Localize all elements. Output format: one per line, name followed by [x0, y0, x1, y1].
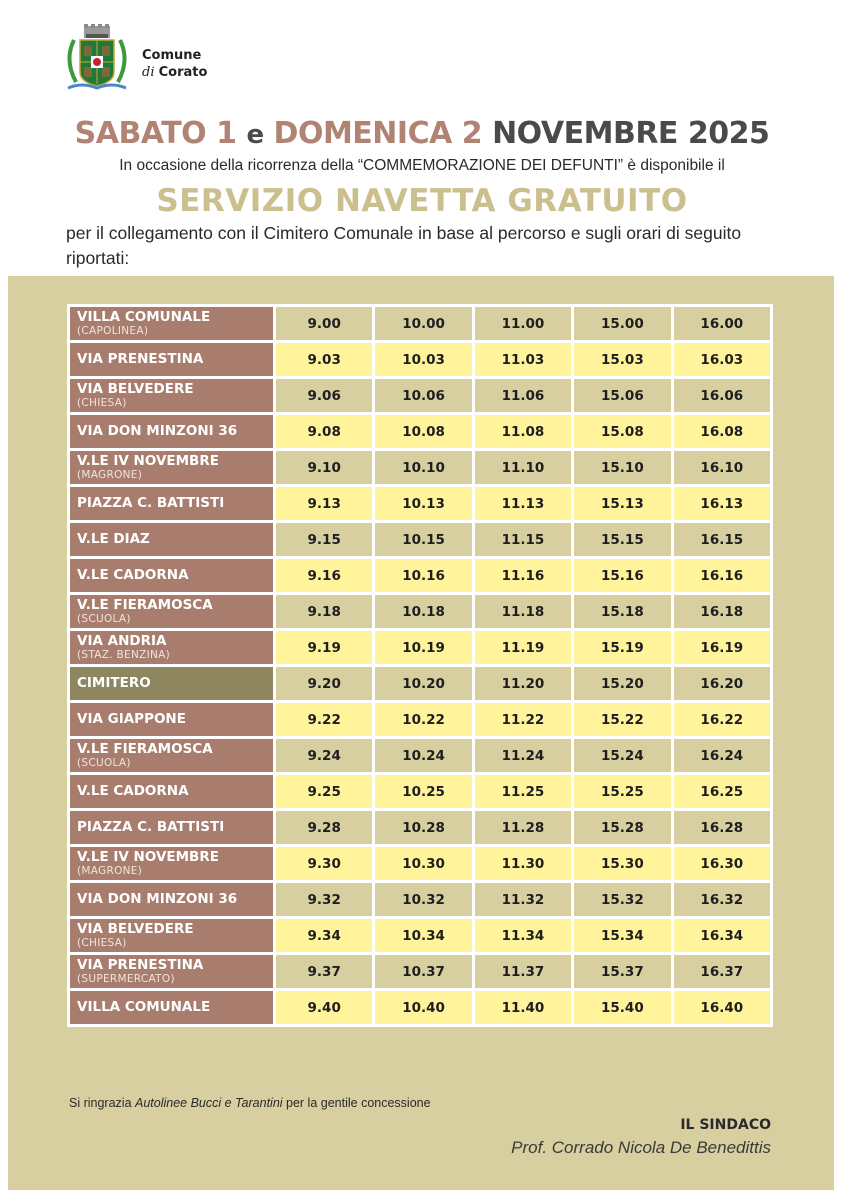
- municipality-name: [142, 47, 207, 81]
- departure-time: 9.19: [275, 630, 374, 666]
- stop-name: VIA ANDRIA: [77, 633, 167, 649]
- departure-time: 9.37: [275, 954, 374, 990]
- timetable-row: [69, 882, 772, 918]
- departure-time: 15.00: [573, 306, 672, 342]
- departure-time: 16.34: [672, 918, 771, 954]
- timetable-row: [69, 738, 772, 774]
- departure-time: 11.16: [473, 558, 572, 594]
- departure-time: 16.08: [672, 414, 771, 450]
- timetable-row: [69, 774, 772, 810]
- signature-name: Prof. Corrado Nicola De Benedittis: [511, 1138, 771, 1157]
- stop-cell: [69, 918, 275, 954]
- departure-time: 11.22: [473, 702, 572, 738]
- departure-time: 9.22: [275, 702, 374, 738]
- departure-time: 15.06: [573, 378, 672, 414]
- stop-cell: [69, 702, 275, 738]
- stop-cell: [69, 954, 275, 990]
- signature-title: IL SINDACO: [680, 1117, 771, 1133]
- thanks-company: Autolinee Bucci e Tarantini: [135, 1096, 283, 1110]
- departure-time: 11.24: [473, 738, 572, 774]
- departure-time: 9.03: [275, 342, 374, 378]
- departure-time: 15.10: [573, 450, 672, 486]
- departure-time: 10.00: [374, 306, 473, 342]
- stop-name: VIA PRENESTINA: [77, 351, 204, 367]
- departure-time: 15.24: [573, 738, 672, 774]
- departure-time: 16.00: [672, 306, 771, 342]
- coat-of-arms-icon: [62, 24, 132, 96]
- departure-time: 15.13: [573, 486, 672, 522]
- timetable: [67, 304, 773, 1027]
- departure-time: 11.37: [473, 954, 572, 990]
- departure-time: 16.30: [672, 846, 771, 882]
- stop-cell: [69, 810, 275, 846]
- stop-name: VIA DON MINZONI 36: [77, 891, 238, 907]
- departure-time: 10.06: [374, 378, 473, 414]
- departure-time: 11.00: [473, 306, 572, 342]
- departure-time: 9.25: [275, 774, 374, 810]
- departure-time: 11.34: [473, 918, 572, 954]
- stop-cell: [69, 666, 275, 702]
- departure-time: 15.37: [573, 954, 672, 990]
- departure-time: 11.40: [473, 990, 572, 1026]
- timetable-row: [69, 918, 772, 954]
- timetable-row: [69, 846, 772, 882]
- title-day1: SABATO 1: [74, 116, 237, 151]
- timetable-row: [69, 990, 772, 1026]
- departure-time: 15.18: [573, 594, 672, 630]
- timetable-row: [69, 486, 772, 522]
- departure-time: 11.03: [473, 342, 572, 378]
- departure-time: 9.28: [275, 810, 374, 846]
- departure-time: 16.28: [672, 810, 771, 846]
- departure-time: 15.25: [573, 774, 672, 810]
- departure-time: 15.28: [573, 810, 672, 846]
- departure-time: 10.19: [374, 630, 473, 666]
- departure-time: 16.18: [672, 594, 771, 630]
- thanks-prefix: Si ringrazia: [69, 1096, 135, 1110]
- stop-cell: [69, 594, 275, 630]
- timetable-row: [69, 810, 772, 846]
- description-text: per il collegamento con il Cimitero Comunale in base al percorso e sugli orari di seguito riportati:: [66, 223, 742, 268]
- stop-cell: [69, 306, 275, 342]
- stop-note: (STAZ. BENZINA): [77, 649, 171, 661]
- departure-time: 11.18: [473, 594, 572, 630]
- timetable-row: [69, 594, 772, 630]
- thanks-note: [69, 1096, 431, 1110]
- stop-name: V.LE FIERAMOSCA: [77, 597, 213, 613]
- intro-text: In occasione della ricorrenza della “COMMEMORAZIONE DEI DEFUNTI” è disponibile il: [119, 157, 725, 174]
- stop-cell: [69, 738, 275, 774]
- departure-time: 10.30: [374, 846, 473, 882]
- timetable-row: [69, 342, 772, 378]
- departure-time: 15.20: [573, 666, 672, 702]
- departure-time: 11.30: [473, 846, 572, 882]
- stop-name: V.LE FIERAMOSCA: [77, 741, 213, 757]
- departure-time: 11.10: [473, 450, 572, 486]
- timetable-row: [69, 522, 772, 558]
- page-title: [0, 114, 844, 155]
- stop-cell: [69, 630, 275, 666]
- departure-time: 11.08: [473, 414, 572, 450]
- departure-time: 10.32: [374, 882, 473, 918]
- departure-time: 10.34: [374, 918, 473, 954]
- departure-time: 10.08: [374, 414, 473, 450]
- title-day2: DOMENICA 2: [273, 116, 483, 151]
- stop-name: V.LE CADORNA: [77, 567, 189, 583]
- departure-time: 15.03: [573, 342, 672, 378]
- departure-time: 10.15: [374, 522, 473, 558]
- departure-time: 10.03: [374, 342, 473, 378]
- stop-name: V.LE IV NOVEMBRE: [77, 849, 219, 865]
- departure-time: 9.00: [275, 306, 374, 342]
- departure-time: 15.34: [573, 918, 672, 954]
- stop-cell: [69, 990, 275, 1026]
- stop-name: VILLA COMUNALE: [77, 309, 211, 325]
- municipality-line1: Comune: [142, 48, 202, 63]
- timetable-row: [69, 378, 772, 414]
- departure-time: 10.24: [374, 738, 473, 774]
- stop-name: VIA DON MINZONI 36: [77, 423, 238, 439]
- departure-time: 11.19: [473, 630, 572, 666]
- departure-time: 9.40: [275, 990, 374, 1026]
- departure-time: 15.19: [573, 630, 672, 666]
- stop-name: VILLA COMUNALE: [77, 999, 211, 1015]
- stop-note: (CHIESA): [77, 937, 127, 949]
- departure-time: 10.16: [374, 558, 473, 594]
- departure-time: 16.32: [672, 882, 771, 918]
- departure-time: 9.32: [275, 882, 374, 918]
- departure-time: 15.16: [573, 558, 672, 594]
- stop-cell: [69, 882, 275, 918]
- departure-time: 9.06: [275, 378, 374, 414]
- stop-note: (SCUOLA): [77, 613, 131, 625]
- timetable-row: [69, 702, 772, 738]
- departure-time: 15.15: [573, 522, 672, 558]
- stop-note: (MAGRONE): [77, 865, 143, 877]
- title-month-year: NOVEMBRE 2025: [492, 116, 770, 151]
- stop-cell: [69, 414, 275, 450]
- departure-time: 15.08: [573, 414, 672, 450]
- departure-time: 16.19: [672, 630, 771, 666]
- stop-cell: [69, 378, 275, 414]
- departure-time: 10.28: [374, 810, 473, 846]
- departure-time: 9.10: [275, 450, 374, 486]
- departure-time: 10.13: [374, 486, 473, 522]
- departure-time: 9.34: [275, 918, 374, 954]
- stop-cell: [69, 342, 275, 378]
- stop-cell: [69, 522, 275, 558]
- thanks-suffix: per la gentile concessione: [282, 1096, 431, 1110]
- departure-time: 10.25: [374, 774, 473, 810]
- departure-time: 9.18: [275, 594, 374, 630]
- departure-time: 11.25: [473, 774, 572, 810]
- departure-time: 11.28: [473, 810, 572, 846]
- stop-cell: [69, 486, 275, 522]
- departure-time: 16.24: [672, 738, 771, 774]
- stop-name: V.LE CADORNA: [77, 783, 189, 799]
- departure-time: 10.22: [374, 702, 473, 738]
- departure-time: 11.13: [473, 486, 572, 522]
- stop-cell: [69, 558, 275, 594]
- stop-cell: [69, 450, 275, 486]
- stop-name: VIA PRENESTINA: [77, 957, 204, 973]
- stop-name: V.LE DIAZ: [77, 531, 150, 547]
- stop-name: V.LE IV NOVEMBRE: [77, 453, 219, 469]
- departure-time: 11.06: [473, 378, 572, 414]
- stop-note: (SCUOLA): [77, 757, 131, 769]
- departure-time: 11.15: [473, 522, 572, 558]
- stop-note: (CAPOLINEA): [77, 325, 149, 337]
- stop-name: VIA GIAPPONE: [77, 711, 186, 727]
- departure-time: 16.10: [672, 450, 771, 486]
- stop-cell: [69, 774, 275, 810]
- stop-name: CIMITERO: [77, 675, 151, 691]
- departure-time: 10.18: [374, 594, 473, 630]
- departure-time: 10.37: [374, 954, 473, 990]
- timetable-row: [69, 954, 772, 990]
- departure-time: 16.20: [672, 666, 771, 702]
- departure-time: 10.40: [374, 990, 473, 1026]
- departure-time: 16.25: [672, 774, 771, 810]
- departure-time: 16.40: [672, 990, 771, 1026]
- stop-name: VIA BELVEDERE: [77, 381, 194, 397]
- timetable-row: [69, 450, 772, 486]
- departure-time: 16.16: [672, 558, 771, 594]
- municipality-city: Corato: [158, 65, 208, 80]
- departure-time: 16.06: [672, 378, 771, 414]
- departure-time: 16.15: [672, 522, 771, 558]
- departure-time: 15.22: [573, 702, 672, 738]
- departure-time: 16.37: [672, 954, 771, 990]
- stop-cell: [69, 846, 275, 882]
- departure-time: 9.30: [275, 846, 374, 882]
- stop-name: PIAZZA C. BATTISTI: [77, 495, 225, 511]
- departure-time: 11.20: [473, 666, 572, 702]
- departure-time: 16.03: [672, 342, 771, 378]
- departure-time: 9.20: [275, 666, 374, 702]
- title-conjunction: e: [246, 120, 264, 150]
- departure-time: 10.20: [374, 666, 473, 702]
- service-title: SERVIZIO NAVETTA GRATUITO: [156, 183, 688, 219]
- departure-time: 16.13: [672, 486, 771, 522]
- departure-time: 16.22: [672, 702, 771, 738]
- municipality-prefix: di: [142, 65, 155, 80]
- stop-name: PIAZZA C. BATTISTI: [77, 819, 225, 835]
- departure-time: 9.15: [275, 522, 374, 558]
- stop-note: (MAGRONE): [77, 469, 143, 481]
- timetable-row: [69, 306, 772, 342]
- departure-time: 15.40: [573, 990, 672, 1026]
- departure-time: 15.32: [573, 882, 672, 918]
- departure-time: 10.10: [374, 450, 473, 486]
- stop-name: VIA BELVEDERE: [77, 921, 194, 937]
- stop-note: (CHIESA): [77, 397, 127, 409]
- departure-time: 9.16: [275, 558, 374, 594]
- timetable-row: [69, 666, 772, 702]
- departure-time: 9.24: [275, 738, 374, 774]
- stop-note: (SUPERMERCATO): [77, 973, 175, 985]
- timetable-row: [69, 414, 772, 450]
- departure-time: 15.30: [573, 846, 672, 882]
- departure-time: 9.08: [275, 414, 374, 450]
- timetable-row: [69, 630, 772, 666]
- timetable-row: [69, 558, 772, 594]
- departure-time: 11.32: [473, 882, 572, 918]
- departure-time: 9.13: [275, 486, 374, 522]
